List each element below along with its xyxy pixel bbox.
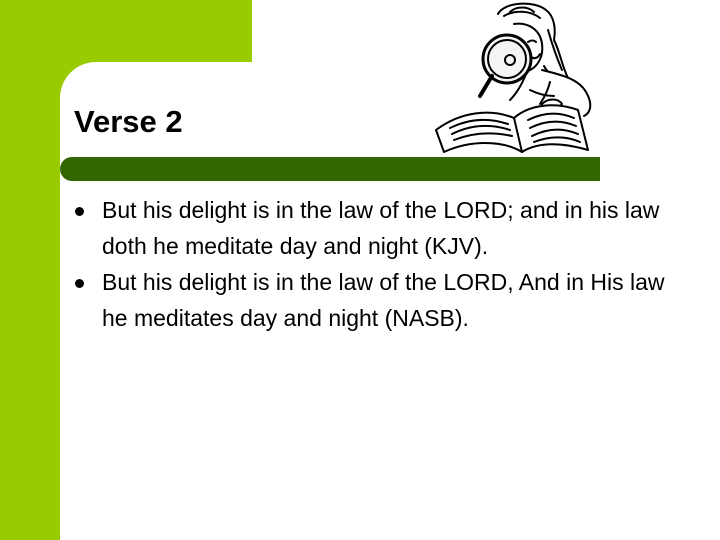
- accent-top-band: [0, 0, 252, 62]
- list-item: [74, 264, 674, 336]
- accent-sidebar: [0, 0, 60, 540]
- list-item: [74, 192, 674, 264]
- bullet-text: But his delight is in the law of the LORD, And in His law he meditates day and night (NASB).: [102, 269, 665, 331]
- slide-title: Verse 2: [74, 104, 183, 139]
- bullet-text: But his delight is in the law of the LORD; and in his law doth he meditate day and night (KJV).: [102, 197, 660, 259]
- bullet-list: [74, 192, 674, 336]
- bullet-point-icon: [75, 207, 84, 216]
- title-divider-bar: [60, 157, 600, 181]
- person-reading-book-with-magnifying-glass-icon: [430, 0, 602, 158]
- bullet-point-icon: [75, 279, 84, 288]
